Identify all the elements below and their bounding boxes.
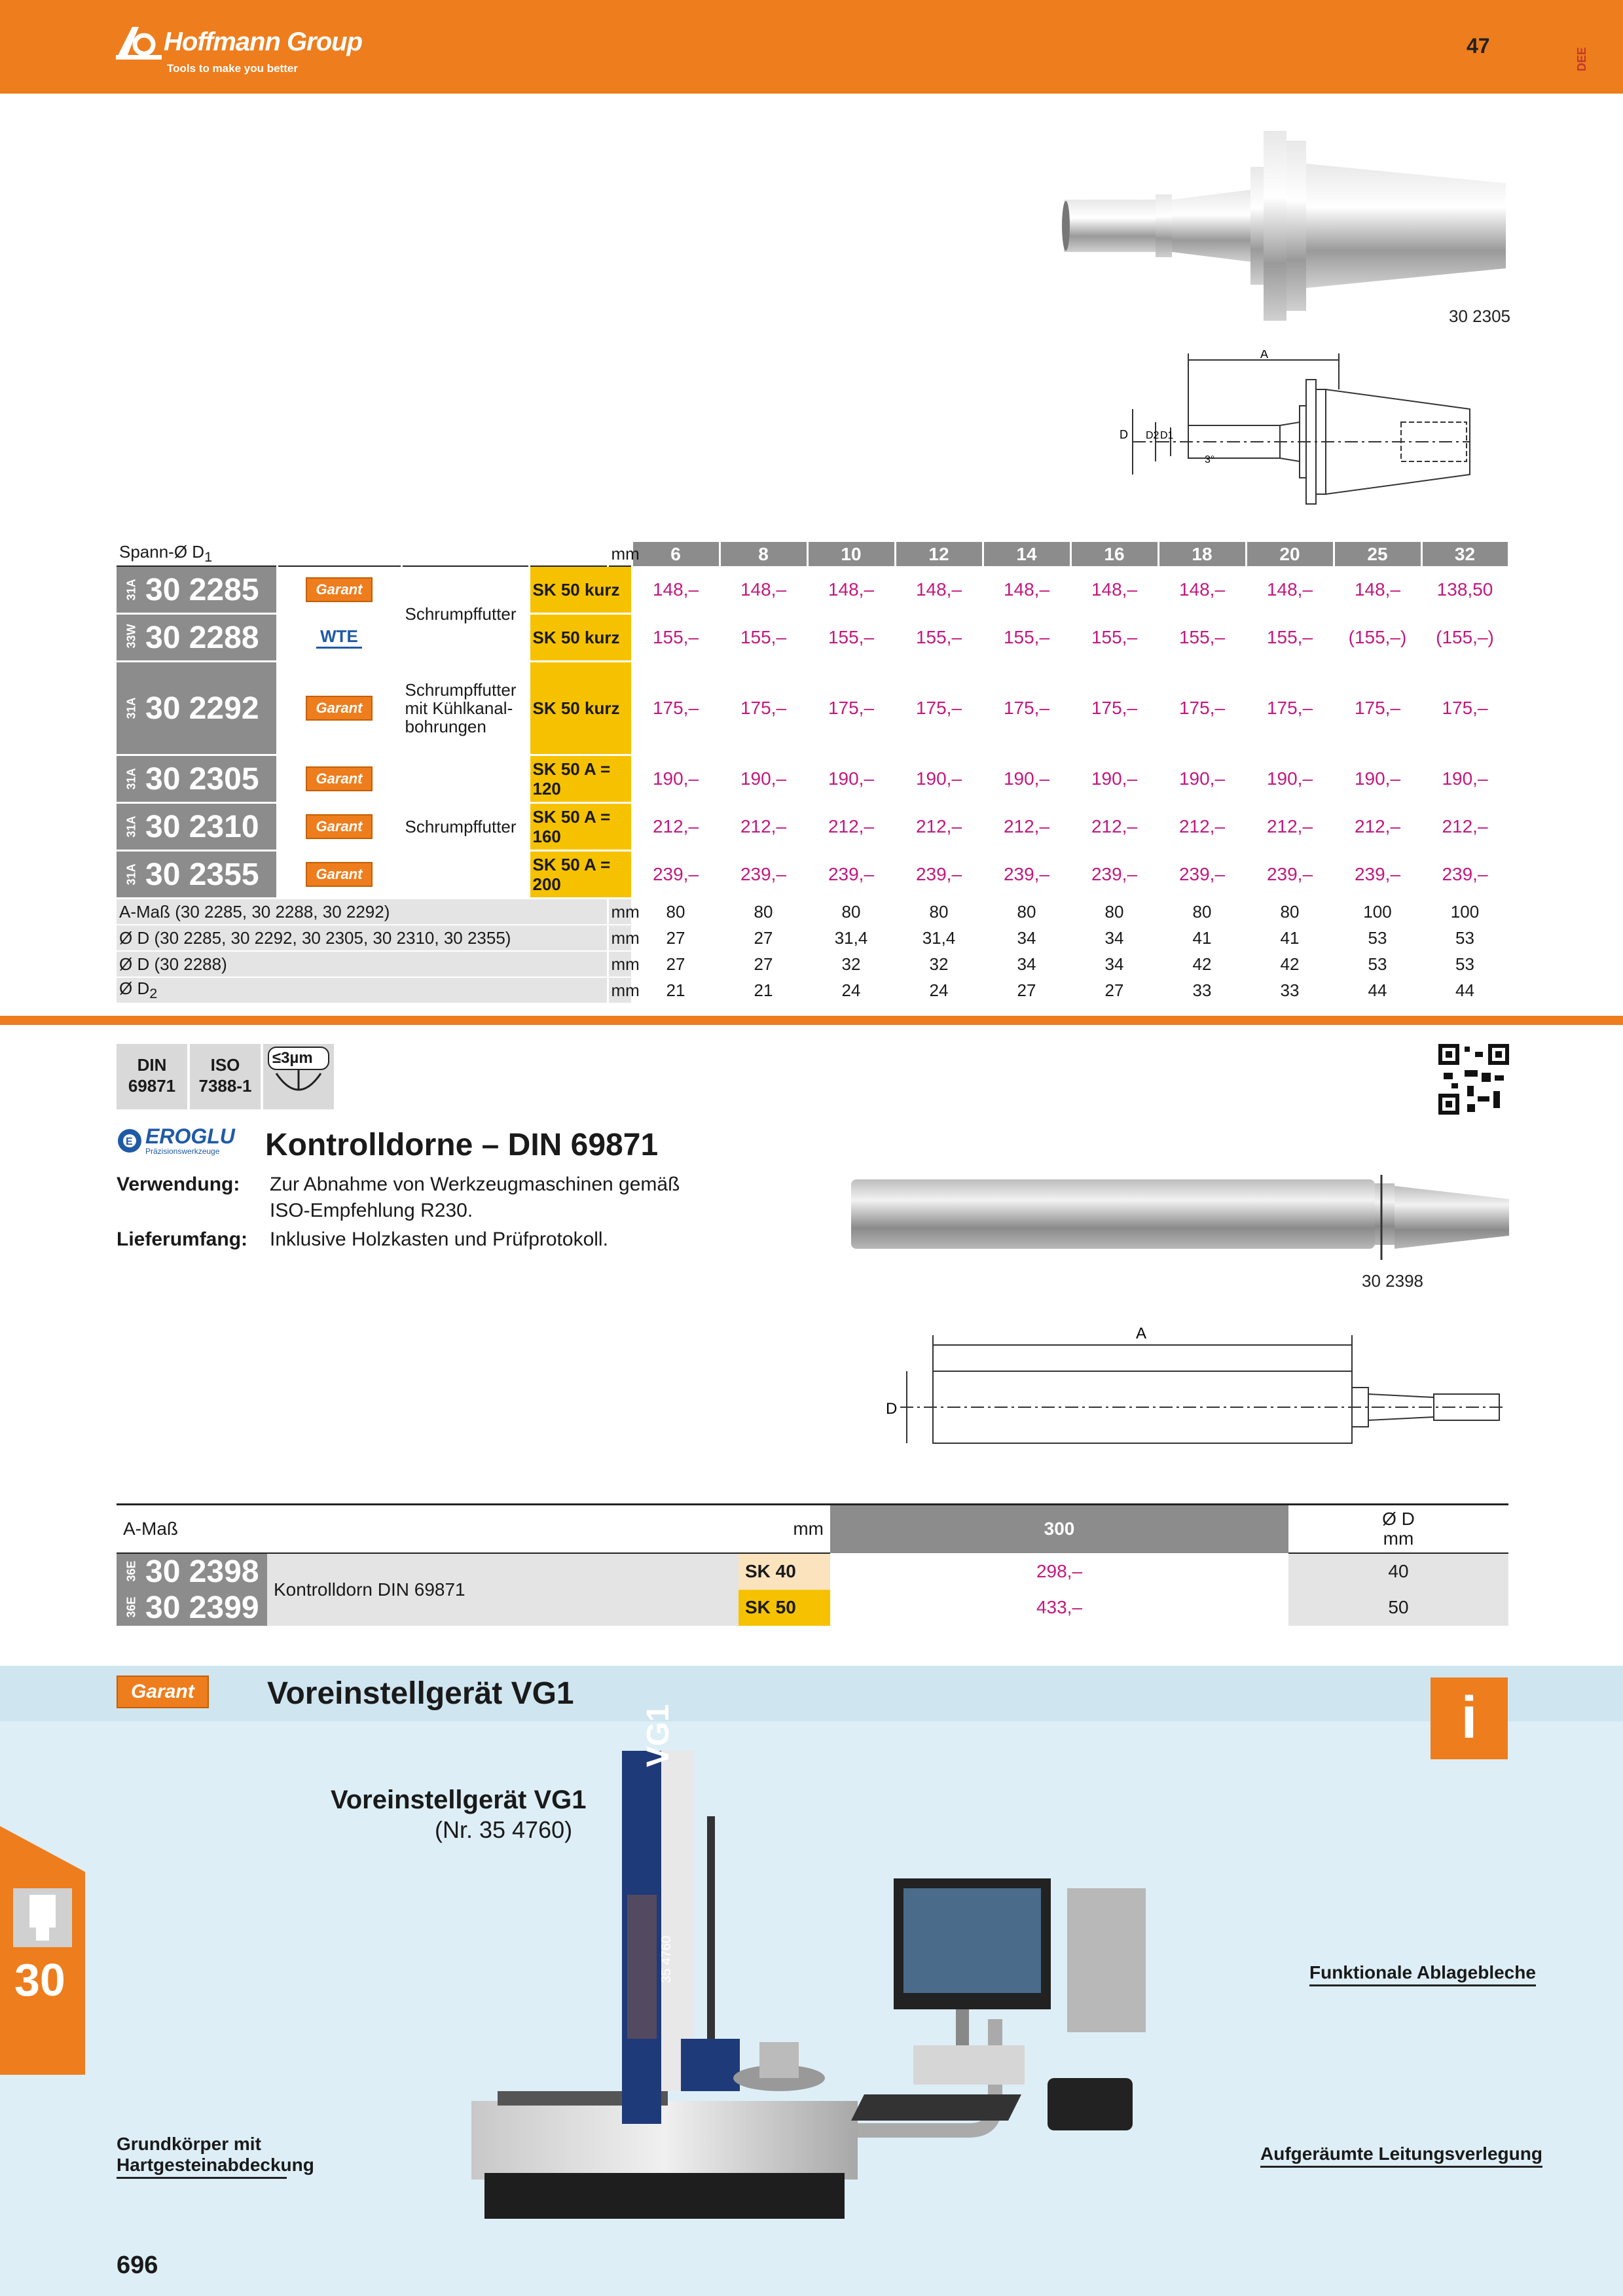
callout-base: Grundkörper mit Hartgesteinabdeckung: [117, 2134, 287, 2179]
price: 155,–: [720, 614, 807, 662]
price: 148,–: [807, 566, 895, 614]
measure-row: [117, 977, 1508, 1003]
header-label: A-Maß: [117, 1505, 739, 1553]
table-row: [117, 662, 1508, 755]
presetter-title-bar: [0, 1666, 1623, 1721]
price: 175,–: [895, 662, 983, 755]
article-number: 36E 30 2399: [117, 1590, 267, 1626]
price: 239,–: [1334, 851, 1421, 899]
measure-row: [117, 951, 1508, 977]
price: 175,–: [1421, 662, 1508, 755]
info-icon[interactable]: i: [1431, 1677, 1508, 1759]
price: 298,–: [1036, 1560, 1083, 1581]
article-number: 31A 30 2285: [117, 566, 277, 614]
price: 190,–: [1246, 755, 1334, 803]
price: 212,–: [1070, 803, 1158, 851]
price: 155,–: [632, 614, 720, 662]
measure-row: [117, 899, 1508, 925]
price: 148,–: [720, 566, 807, 614]
drawing2-label-d: D: [886, 1400, 898, 1418]
header-code: DEE: [1575, 46, 1589, 72]
price: 148,–: [1070, 566, 1158, 614]
table-row: [117, 614, 1508, 662]
price: 155,–: [983, 614, 1070, 662]
article-number: 33W 30 2288: [117, 614, 277, 662]
usage-text-2: ISO-Empfehlung R230.: [270, 1200, 473, 1221]
price: 239,–: [895, 851, 983, 899]
measure-value: 27: [632, 951, 720, 977]
vg-product-title: Voreinstellgerät VG1: [331, 1785, 587, 1814]
eroglu-brand: EROGLU: [145, 1124, 235, 1148]
size-col: 8: [720, 542, 807, 566]
header-unit: mm: [608, 542, 632, 566]
measure-value: 34: [1070, 951, 1158, 977]
din-standard-badge: DIN 69871: [117, 1044, 187, 1109]
measure-value: 42: [1246, 951, 1334, 977]
price: 190,–: [720, 755, 807, 803]
product-type: Schrumpffutter: [401, 755, 529, 899]
svg-text:E: E: [126, 1136, 133, 1147]
size-col: 18: [1158, 542, 1246, 566]
price: 148,–: [1246, 566, 1334, 614]
size-col: 32: [1421, 542, 1508, 566]
chapter-tab: [0, 1826, 85, 2075]
price: 212,–: [1334, 803, 1421, 851]
price: 190,–: [807, 755, 895, 803]
price: 155,–: [1070, 614, 1158, 662]
price: 175,–: [1070, 662, 1158, 755]
shrink-chuck-table: [117, 542, 1508, 1004]
table-row: [117, 851, 1508, 899]
article-number: 31A 30 2305: [117, 755, 277, 803]
product-name: Kontrolldorn DIN 69871: [267, 1553, 739, 1626]
table-row: [117, 755, 1508, 803]
price: 190,–: [1070, 755, 1158, 803]
measure-value: 24: [807, 977, 895, 1003]
sk-taper: SK 50 kurz: [529, 662, 632, 755]
product-type: Schrumpffutter mit Kühlkanal-bohrungen: [401, 662, 529, 755]
measure-value: 42: [1158, 951, 1246, 977]
price: 155,–: [1158, 614, 1246, 662]
measure-value: 53: [1334, 925, 1421, 951]
measure-value: 80: [807, 899, 895, 925]
brand-logo: Garant: [277, 662, 401, 755]
price: 148,–: [1158, 566, 1246, 614]
measure-value: 44: [1421, 977, 1508, 1003]
price: 212,–: [720, 803, 807, 851]
section2-title: Kontrolldorne – DIN 69871: [265, 1128, 659, 1162]
brand-logo: WTE: [277, 614, 401, 662]
price: 148,–: [632, 566, 720, 614]
measure-value: 100: [1421, 899, 1508, 925]
size-col: 16: [1070, 542, 1158, 566]
sk-taper: SK 50 kurz: [529, 614, 632, 662]
diameter: 50: [1288, 1590, 1508, 1626]
price: 190,–: [895, 755, 983, 803]
measure-value: 80: [1158, 899, 1246, 925]
eroglu-logo-icon: [117, 1124, 143, 1157]
shrink-chuck-image: [1054, 128, 1512, 327]
size-col: 14: [983, 542, 1070, 566]
price: 433,–: [1036, 1597, 1083, 1617]
price: 239,–: [1158, 851, 1246, 899]
drawing-label-a: A: [1260, 350, 1269, 361]
test-arbor-image: [848, 1172, 1512, 1263]
size-col: 300: [830, 1505, 1288, 1553]
vg-product-number: (Nr. 35 4760): [435, 1816, 573, 1843]
drawing-label-d1: D1: [1160, 430, 1174, 441]
price: 175,–: [807, 662, 895, 755]
measure-value: 27: [632, 925, 720, 951]
price: 175,–: [720, 662, 807, 755]
measure-label: Ø D (30 2288): [117, 951, 608, 977]
measure-unit: mm: [608, 899, 632, 925]
article-number: 31A 30 2355: [117, 851, 277, 899]
price: 239,–: [983, 851, 1070, 899]
arbor-table: [117, 1503, 1508, 1626]
iso-standard-badge: ISO 7388-1: [190, 1044, 261, 1109]
sk-taper: SK 50 kurz: [529, 566, 632, 614]
product-type: Schrumpffutter: [401, 566, 529, 662]
measure-value: 44: [1334, 977, 1421, 1003]
price: 212,–: [807, 803, 895, 851]
measure-label: Ø $D_2$: [117, 977, 608, 1003]
price: 239,–: [632, 851, 720, 899]
measure-value: 53: [1421, 951, 1508, 977]
price: 239,–: [807, 851, 895, 899]
scope-text: Inklusive Holzkasten und Prüfprotokoll.: [270, 1229, 608, 1250]
price: 155,–: [1246, 614, 1334, 662]
header-number: 47: [1467, 34, 1490, 58]
sk-taper: SK 50 A = 120: [529, 755, 632, 803]
price: 190,–: [1421, 755, 1508, 803]
measure-value: 80: [632, 899, 720, 925]
top-image-article: 30 2305: [1449, 306, 1510, 326]
measure-row: [117, 925, 1508, 951]
device-number: 35 4760: [659, 1935, 674, 1983]
price: (155,–): [1334, 614, 1421, 662]
article-number: 31A 30 2310: [117, 803, 277, 851]
table-row: [117, 803, 1508, 851]
table-header-row: [117, 1505, 1508, 1553]
measure-value: 80: [983, 899, 1070, 925]
article-number: 31A 30 2292: [117, 662, 277, 755]
measure-value: 80: [895, 899, 983, 925]
price: 175,–: [983, 662, 1070, 755]
device-label: VG1: [641, 1704, 676, 1767]
table-header-row: [117, 542, 1508, 566]
price: 190,–: [1158, 755, 1246, 803]
usage-text-1: Zur Abnahme von Werkzeugmaschinen gemäß: [270, 1174, 680, 1195]
price: 190,–: [1334, 755, 1421, 803]
sk-taper: SK 50 A = 160: [529, 803, 632, 851]
sk-taper: SK 50: [739, 1590, 830, 1626]
price: 212,–: [632, 803, 720, 851]
arbor-article: 30 2398: [1362, 1271, 1423, 1291]
sk-taper: SK 50 A = 200: [529, 851, 632, 899]
measure-value: 27: [720, 925, 807, 951]
measure-value: 41: [1246, 925, 1334, 951]
price: 239,–: [720, 851, 807, 899]
table-row: [117, 566, 1508, 614]
measure-label: Ø D (30 2285, 30 2292, 30 2305, 30 2310, 30 2355): [117, 925, 608, 951]
size-col: 20: [1246, 542, 1334, 566]
hoffmann-logo-icon: [113, 24, 165, 63]
measure-unit: mm: [608, 925, 632, 951]
price: 212,–: [895, 803, 983, 851]
price: 212,–: [1158, 803, 1246, 851]
arbor-drawing: [881, 1325, 1509, 1450]
measure-value: 33: [1246, 977, 1334, 1003]
callout-cables: Aufgeräumte Leitungsverlegung: [1260, 2144, 1542, 2168]
measure-value: 21: [632, 977, 720, 1003]
price: 175,–: [632, 662, 720, 755]
measure-value: 34: [983, 951, 1070, 977]
drawing-label-d: D: [1120, 428, 1128, 441]
brand-logo: Garant: [277, 803, 401, 851]
price: (155,–): [1421, 614, 1508, 662]
qr-code-icon: [1438, 1044, 1509, 1115]
brand-logo: Garant: [277, 566, 401, 614]
measure-value: 100: [1334, 899, 1421, 925]
price: 239,–: [1246, 851, 1334, 899]
measure-value: 31,4: [895, 925, 983, 951]
usage-label: Verwendung:: [117, 1174, 240, 1195]
measure-value: 41: [1158, 925, 1246, 951]
measure-value: 80: [720, 899, 807, 925]
measure-value: 33: [1158, 977, 1246, 1003]
measure-value: 34: [1070, 925, 1158, 951]
price: 190,–: [983, 755, 1070, 803]
price: 155,–: [895, 614, 983, 662]
tolerance-badge: [263, 1044, 334, 1109]
measure-unit: mm: [608, 977, 632, 1003]
section3-title: Voreinstellgerät VG1: [267, 1676, 574, 1711]
section-divider: [0, 1016, 1623, 1025]
price: 212,–: [1421, 803, 1508, 851]
callout-storage: Funktionale Ablagebleche: [1309, 1962, 1536, 1986]
measure-label: A-Maß (30 2285, 30 2288, 30 2292): [117, 899, 608, 925]
scope-label: Lieferumfang:: [117, 1229, 248, 1250]
page-number: 696: [117, 2251, 158, 2279]
eroglu-subtitle: Präzisionswerkzeuge: [145, 1147, 220, 1156]
garant-logo: Garant: [117, 1676, 209, 1708]
sk-taper: SK 40: [739, 1553, 830, 1590]
size-col: 10: [807, 542, 895, 566]
price: 175,–: [1246, 662, 1334, 755]
brand-logo: Garant: [277, 755, 401, 803]
chuck-drawing: [1113, 350, 1480, 507]
price: 138,50: [1421, 566, 1508, 614]
measure-value: 53: [1334, 951, 1421, 977]
brand-logo: Garant: [277, 851, 401, 899]
measure-value: 27: [1070, 977, 1158, 1003]
price: 212,–: [1246, 803, 1334, 851]
price: 239,–: [1070, 851, 1158, 899]
measure-value: 27: [983, 977, 1070, 1003]
price: 148,–: [1334, 566, 1421, 614]
size-col: 25: [1334, 542, 1421, 566]
drawing-label-d2: D2: [1146, 430, 1159, 441]
measure-unit: mm: [608, 951, 632, 977]
chapter-number: 30: [14, 1954, 65, 2005]
measure-value: 32: [807, 951, 895, 977]
header-label: Spann-Ø $D_1$: [117, 542, 608, 566]
d-col: Ø D mm: [1288, 1505, 1508, 1553]
price: 148,–: [895, 566, 983, 614]
presetter-device-image: [458, 1738, 1152, 2222]
measure-value: 34: [983, 925, 1070, 951]
drawing2-label-a: A: [1136, 1325, 1147, 1342]
measure-value: 31,4: [807, 925, 895, 951]
brand-tagline: Tools to make you better: [167, 62, 298, 75]
size-col: 6: [632, 542, 720, 566]
drawing-angle: 3°: [1205, 454, 1215, 465]
measure-value: 24: [895, 977, 983, 1003]
measure-value: 32: [895, 951, 983, 977]
table-row: [117, 1553, 1508, 1590]
measure-value: 27: [720, 951, 807, 977]
price: 155,–: [807, 614, 895, 662]
measure-value: 80: [1246, 899, 1334, 925]
price: 175,–: [1158, 662, 1246, 755]
measure-value: 53: [1421, 925, 1508, 951]
price: 148,–: [983, 566, 1070, 614]
diameter: 40: [1288, 1553, 1508, 1590]
price: 239,–: [1421, 851, 1508, 899]
header-unit: mm: [739, 1505, 830, 1553]
measure-value: 80: [1070, 899, 1158, 925]
price: 190,–: [632, 755, 720, 803]
price: 212,–: [983, 803, 1070, 851]
measure-value: 21: [720, 977, 807, 1003]
article-number: 36E 30 2398: [117, 1553, 267, 1590]
brand-name: Hoffmann Group: [164, 27, 363, 56]
size-col: 12: [895, 542, 983, 566]
tolerance-value: ≤3µm: [272, 1049, 313, 1067]
price: 175,–: [1334, 662, 1421, 755]
